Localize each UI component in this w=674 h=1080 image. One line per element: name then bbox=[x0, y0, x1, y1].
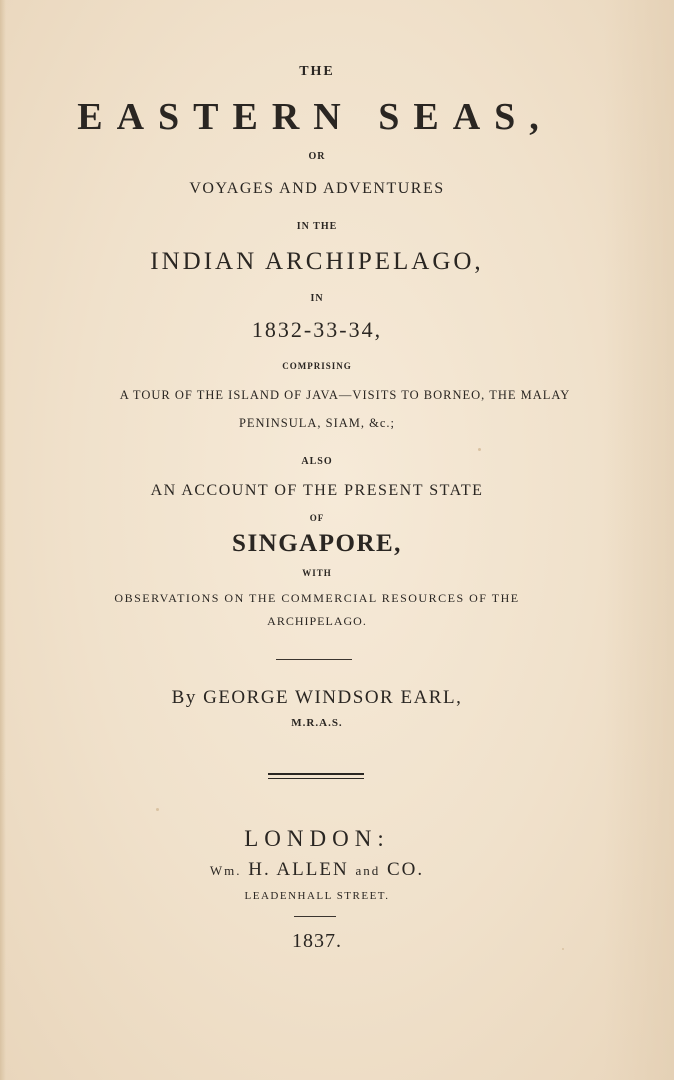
comprising-label: COMPRISING bbox=[282, 361, 352, 371]
author-by: By bbox=[171, 687, 197, 708]
author-name: GEORGE WINDSOR EARL, bbox=[203, 687, 463, 708]
or-label: OR bbox=[308, 151, 326, 162]
contents-line-1: A TOUR OF THE ISLAND OF JAVA—VISITS TO BORNEO, THE MALAY bbox=[119, 388, 571, 402]
publisher-address: LEADENHALL STREET. bbox=[244, 890, 390, 902]
subtitle-voyages: VOYAGES AND ADVENTURES bbox=[189, 180, 445, 197]
publisher-wm: Wm. bbox=[209, 863, 242, 878]
divider-rule bbox=[276, 659, 352, 660]
foxing-spot bbox=[478, 448, 481, 451]
publication-city: LONDON: bbox=[244, 826, 390, 851]
author-line bbox=[0, 687, 634, 709]
foxing-spot bbox=[156, 808, 159, 811]
singapore-title: SINGAPORE, bbox=[232, 530, 402, 557]
publisher-co: CO. bbox=[386, 859, 425, 880]
observations-line-2: ARCHIPELAGO. bbox=[267, 614, 367, 628]
account-line: AN ACCOUNT OF THE PRESENT STATE bbox=[150, 482, 484, 499]
in-label: IN bbox=[310, 293, 324, 304]
with-label: WITH bbox=[302, 568, 332, 578]
of-label: OF bbox=[309, 513, 325, 523]
foxing-spot bbox=[562, 948, 564, 950]
double-rule-thin bbox=[268, 778, 364, 779]
in-the-label: IN THE bbox=[296, 221, 338, 232]
also-label: ALSO bbox=[301, 456, 333, 467]
region-title: INDIAN ARCHIPELAGO, bbox=[150, 248, 484, 275]
observations-line-1: OBSERVATIONS ON THE COMMERCIAL RESOURCES OF THE bbox=[114, 591, 520, 605]
contents-line-2: PENINSULA, SIAM, &c.; bbox=[238, 416, 396, 430]
double-rule-thick bbox=[268, 773, 364, 775]
years: 1832-33-34, bbox=[251, 317, 383, 342]
short-rule bbox=[294, 916, 336, 917]
publisher-and: and bbox=[355, 863, 381, 878]
publication-year: 1837. bbox=[292, 930, 342, 952]
publisher-line bbox=[0, 859, 634, 881]
author-credentials: M.R.A.S. bbox=[291, 717, 343, 729]
main-title: EASTERN SEAS, bbox=[77, 96, 553, 138]
publisher-name: H. ALLEN bbox=[248, 859, 349, 880]
the-label: THE bbox=[299, 64, 335, 79]
